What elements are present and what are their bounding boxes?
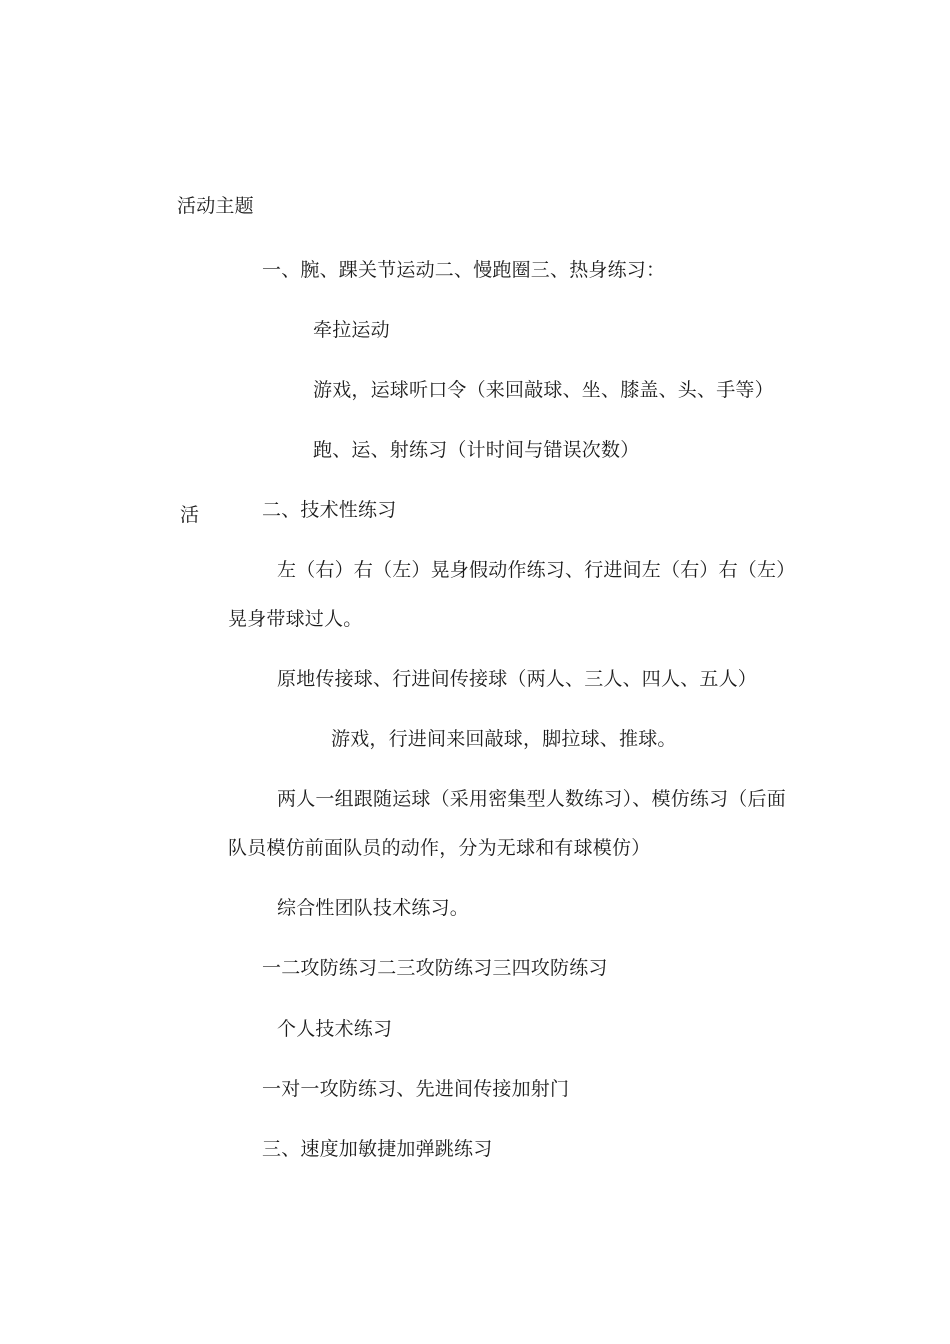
text-line: 两人一组跟随运球（采用密集型人数练习）、模仿练习（后面 xyxy=(277,788,786,810)
text-line: 左（右）右（左）晃身假动作练习、行进间左（右）右（左） xyxy=(277,559,796,581)
text-line: 一对一攻防练习、先进间传接加射门 xyxy=(262,1078,570,1100)
text-line: 一、腕、踝关节运动二、慢跑圈三、热身练习： xyxy=(262,259,666,281)
text-line: 一二攻防练习二三攻防练习三四攻防练习 xyxy=(262,957,608,979)
text-line: 晃身带球过人。 xyxy=(228,608,363,630)
text-line: 队员模仿前面队员的动作，分为无球和有球模仿） xyxy=(228,837,651,859)
text-line: 原地传接球、行进间传接球（两人、三人、四人、五人） xyxy=(277,668,758,690)
text-line: 跑、运、射练习（计时间与错误次数） xyxy=(313,439,640,461)
text-line: 综合性团队技术练习。 xyxy=(277,897,470,919)
text-line: 个人技术练习 xyxy=(277,1018,393,1040)
text-line: 游戏，行进间来回敲球，脚拉球、推球。 xyxy=(331,728,677,750)
side-char: 活 xyxy=(180,504,200,526)
text-line: 二、技术性练习 xyxy=(262,499,397,521)
text-line: 游戏，运球听口令（来回敲球、坐、膝盖、头、手等） xyxy=(313,379,774,401)
text-line: 牵拉运动 xyxy=(313,319,390,341)
text-line: 三、速度加敏捷加弹跳练习 xyxy=(262,1138,493,1160)
section-title: 活动主题 xyxy=(177,195,254,217)
